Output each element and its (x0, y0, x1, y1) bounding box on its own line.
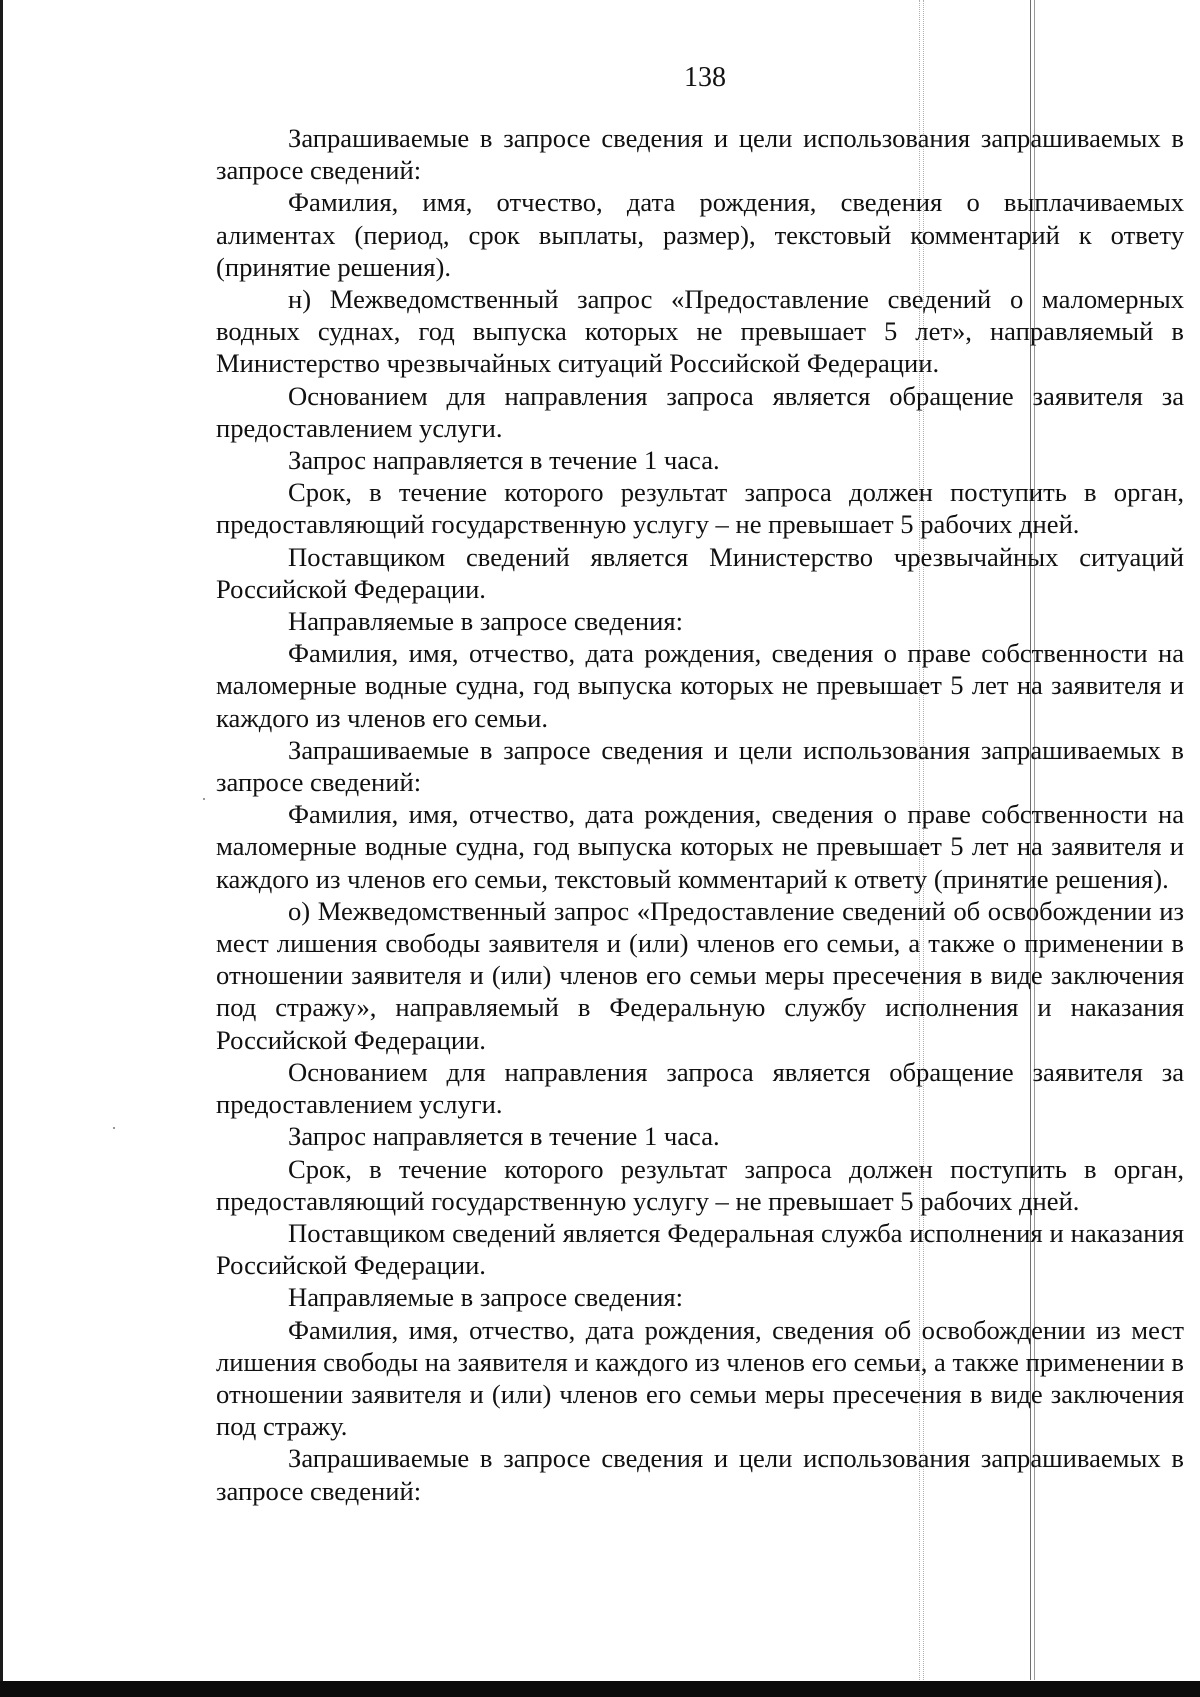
paragraph: Фамилия, имя, отчество, дата рождения, сведения об освобождении из мест лишения свободы на заявителя и каждого из членов его семьи, а также применении в отношении заявителя и (или) членов его семьи меры пресечения в виде заключения под стражу. (216, 1314, 1184, 1442)
paragraph: Направляемые в запросе сведения: (288, 1282, 683, 1313)
page-number: 138 (684, 62, 726, 93)
paragraph: о) Межведомственный запрос «Предоставление сведений об освобождении из мест лишения свободы заявителя и (или) членов его семьи, а также о применении в отношении заявителя и (или) членов его семьи меры пресечения в виде заключения под стражу», направляемый в Федеральную службу исполнения и наказания Российской Федерации. (216, 895, 1184, 1055)
paragraph: Запрос направляется в течение 1 часа. (288, 1121, 720, 1152)
paragraph: Фамилия, имя, отчество, дата рождения, сведения о праве собственности на маломерные водные судна, год выпуска которых не превышает 5 лет на заявителя и каждого из членов его семьи, текстовый комментарий к ответу (принятие решения). (216, 799, 1184, 894)
paragraph: Поставщиком сведений является Министерство чрезвычайных ситуаций Российской Федерации. (216, 541, 1184, 604)
paragraph: Направляемые в запросе сведения: (288, 606, 683, 637)
paragraph: Запрос направляется в течение 1 часа. (288, 445, 720, 476)
paragraph: Поставщиком сведений является Федеральная служба исполнения и наказания Российской Федерации. (216, 1217, 1184, 1281)
paragraph: Срок, в течение которого результат запроса должен поступить в орган, предоставляющий государственную услугу – не превышает 5 рабочих дней. (216, 1153, 1184, 1216)
scan-speck (203, 798, 205, 800)
paragraph: н) Межведомственный запрос «Предоставление сведений о маломерных водных суднах, год выпуска которых не превышает 5 лет», направляемый в Министерство чрезвычайных ситуаций Российской Федерации. (216, 284, 1184, 379)
paragraph: Запрашиваемые в запросе сведения и цели использования запрашиваемых в запросе сведений: (216, 1443, 1184, 1506)
scan-speck (113, 1127, 115, 1129)
paragraph: Фамилия, имя, отчество, дата рождения, сведения о выплачиваемых алиментах (период, срок выплаты, размер), текстовый комментарий к ответу (принятие решения). (216, 187, 1184, 282)
document-body (216, 122, 1184, 1507)
scan-bottom-border (0, 1681, 1200, 1697)
paragraph: Запрашиваемые в запросе сведения и цели использования запрашиваемых в запросе сведений: (216, 734, 1184, 798)
paragraph: Фамилия, имя, отчество, дата рождения, сведения о праве собственности на маломерные водные судна, год выпуска которых не превышает 5 лет на заявителя и каждого из членов его семьи. (216, 638, 1184, 733)
scan-left-edge (0, 0, 3, 1697)
paragraph: Срок, в течение которого результат запроса должен поступить в орган, предоставляющий государственную услугу – не превышает 5 рабочих дней. (216, 477, 1184, 540)
paragraph: Основанием для направления запроса является обращение заявителя за предоставлением услуги. (216, 380, 1184, 443)
paragraph: Основанием для направления запроса является обращение заявителя за предоставлением услуги. (216, 1056, 1184, 1120)
paragraph: Запрашиваемые в запросе сведения и цели использования запрашиваемых в запросе сведений: (216, 123, 1184, 186)
